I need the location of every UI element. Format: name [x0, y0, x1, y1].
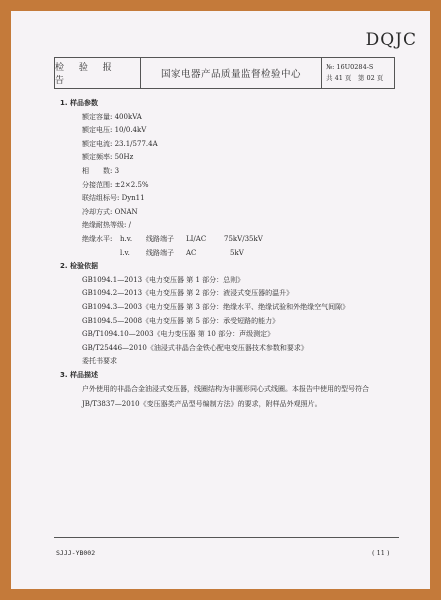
footer-page-mark: ( 11 )	[372, 549, 390, 557]
param-row	[54, 165, 399, 179]
insulation-label: 绝缘水平:	[82, 234, 113, 243]
param-row	[54, 192, 399, 206]
param-label: 额定频率:	[82, 153, 113, 162]
basis-item: GB1094.5—2008《电力变压器 第 5 部分：承受短路的能力》	[82, 316, 280, 325]
insulation-side: h.v.	[120, 234, 133, 243]
param-label: 额定电压:	[82, 126, 113, 135]
param-value: /	[128, 221, 131, 230]
insulation-row-hv	[54, 233, 399, 247]
insulation-type: LI/AC	[186, 234, 207, 243]
insulation-terminal: 线路端子	[146, 234, 174, 243]
param-value: ±2×2.5%	[114, 180, 149, 189]
param-value: 50Hz	[114, 153, 134, 162]
basis-item: GB1094.3—2003《电力变压器 第 3 部分：绝缘水平、绝缘试验和外绝缘空气间隙》	[82, 302, 350, 311]
institution-title: 国家电器产品质量监督检验中心	[141, 58, 322, 88]
insulation-type: AC	[186, 248, 197, 257]
param-value: ONAN	[114, 207, 138, 216]
param-value: 3	[114, 166, 120, 175]
report-header-table	[54, 57, 395, 89]
param-value: 23.1/577.4A	[114, 139, 158, 148]
insulation-row-lv	[54, 247, 399, 261]
param-label: 相 数:	[82, 166, 113, 175]
basis-item: GB/T25446—2010《油浸式非晶合金铁心配电变压器技术参数和要求》	[82, 343, 308, 352]
param-row	[54, 124, 399, 138]
footer-divider	[54, 537, 399, 538]
param-label: 额定电流:	[82, 139, 113, 148]
insulation-value: 5kV	[230, 248, 244, 257]
dqjc-logo: DQJC	[365, 30, 417, 50]
param-value: Dyn11	[121, 194, 145, 203]
param-row	[54, 111, 399, 125]
param-row	[54, 151, 399, 165]
report-body	[54, 97, 399, 412]
insulation-terminal: 线路端子	[146, 248, 174, 257]
section-title-basis: 2. 检验依据	[60, 262, 98, 271]
param-value: 400kVA	[114, 112, 142, 121]
report-number: №: 16U0284-S	[326, 63, 374, 71]
basis-item: GB1094.2—2013《电力变压器 第 2 部分：液浸式变压器的温升》	[82, 289, 294, 298]
basis-item: GB1094.1—2013《电力变压器 第 1 部分：总则》	[82, 275, 245, 284]
param-row	[54, 219, 399, 233]
param-label: 分接范围:	[82, 180, 113, 189]
basis-item: 委托书要求	[82, 357, 117, 366]
param-row	[54, 179, 399, 193]
param-row	[54, 206, 399, 220]
report-type-cell: 检 验 报 告	[55, 58, 141, 88]
form-code: SJJJ-YB002	[56, 549, 96, 557]
section-title-desc: 3. 样品描述	[60, 370, 98, 379]
param-row	[54, 138, 399, 152]
section-title-params: 1. 样品参数	[60, 99, 98, 107]
report-meta-cell	[322, 58, 394, 88]
insulation-label-spacer	[82, 247, 120, 261]
insulation-value: 75kV/35kV	[224, 234, 263, 243]
param-value: 10/0.4kV	[114, 126, 147, 135]
insulation-side: l.v.	[120, 248, 130, 257]
param-label: 冷却方式:	[82, 207, 113, 216]
param-label: 绝缘耐热等级:	[82, 221, 127, 230]
page-count: 共 41 页 第 02 页	[326, 74, 384, 82]
basis-item: GB/T1094.10—2003《电力变压器 第 10 部分：声级测定》	[82, 330, 275, 339]
param-label: 额定容量:	[82, 112, 113, 121]
sample-description: 户外使用的非晶合金油浸式变压器，线圈结构为非圆形同心式线圈。本报告中使用的型号符合 JB/T3837—2010《变压器类产品型号编制方法》的要求，附样品外观照片。	[82, 385, 369, 409]
param-label: 联结组标号:	[82, 194, 120, 203]
